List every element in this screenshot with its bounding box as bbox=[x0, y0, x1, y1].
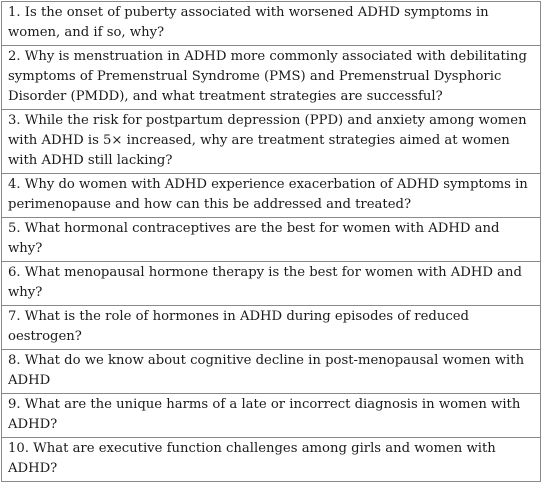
question-3: 3. While the risk for postpartum depression (PPD) and anxiety among women with ADHD is 5× increased, why are treatment strategies aimed at women with ADHD still lacking? bbox=[2, 110, 541, 174]
table-row bbox=[2, 46, 541, 110]
table-row bbox=[2, 174, 541, 218]
question-10: 10. What are executive function challenges among girls and women with ADHD? bbox=[2, 438, 541, 482]
table-row bbox=[2, 262, 541, 306]
table-row bbox=[2, 394, 541, 438]
research-questions-table bbox=[1, 1, 541, 482]
table-row bbox=[2, 350, 541, 394]
table-row bbox=[2, 306, 541, 350]
question-7: 7. What is the role of hormones in ADHD during episodes of reduced oestrogen? bbox=[2, 306, 541, 350]
question-6: 6. What menopausal hormone therapy is the best for women with ADHD and why? bbox=[2, 262, 541, 306]
question-1: 1. Is the onset of puberty associated with worsened ADHD symptoms in women, and if so, why? bbox=[2, 2, 541, 46]
table-row bbox=[2, 2, 541, 46]
question-4: 4. Why do women with ADHD experience exacerbation of ADHD symptoms in perimenopause and how can this be addressed and treated? bbox=[2, 174, 541, 218]
table-row bbox=[2, 110, 541, 174]
question-5: 5. What hormonal contraceptives are the best for women with ADHD and why? bbox=[2, 218, 541, 262]
table-row bbox=[2, 218, 541, 262]
table-row bbox=[2, 438, 541, 482]
question-9: 9. What are the unique harms of a late or incorrect diagnosis in women with ADHD? bbox=[2, 394, 541, 438]
question-2: 2. Why is menstruation in ADHD more commonly associated with debilitating symptoms of Premenstrual Syndrome (PMS) and Premenstrual Dysphoric Disorder (PMDD), and what treatment strategies are successful? bbox=[2, 46, 541, 110]
question-8: 8. What do we know about cognitive decline in post-menopausal women with ADHD bbox=[2, 350, 541, 394]
